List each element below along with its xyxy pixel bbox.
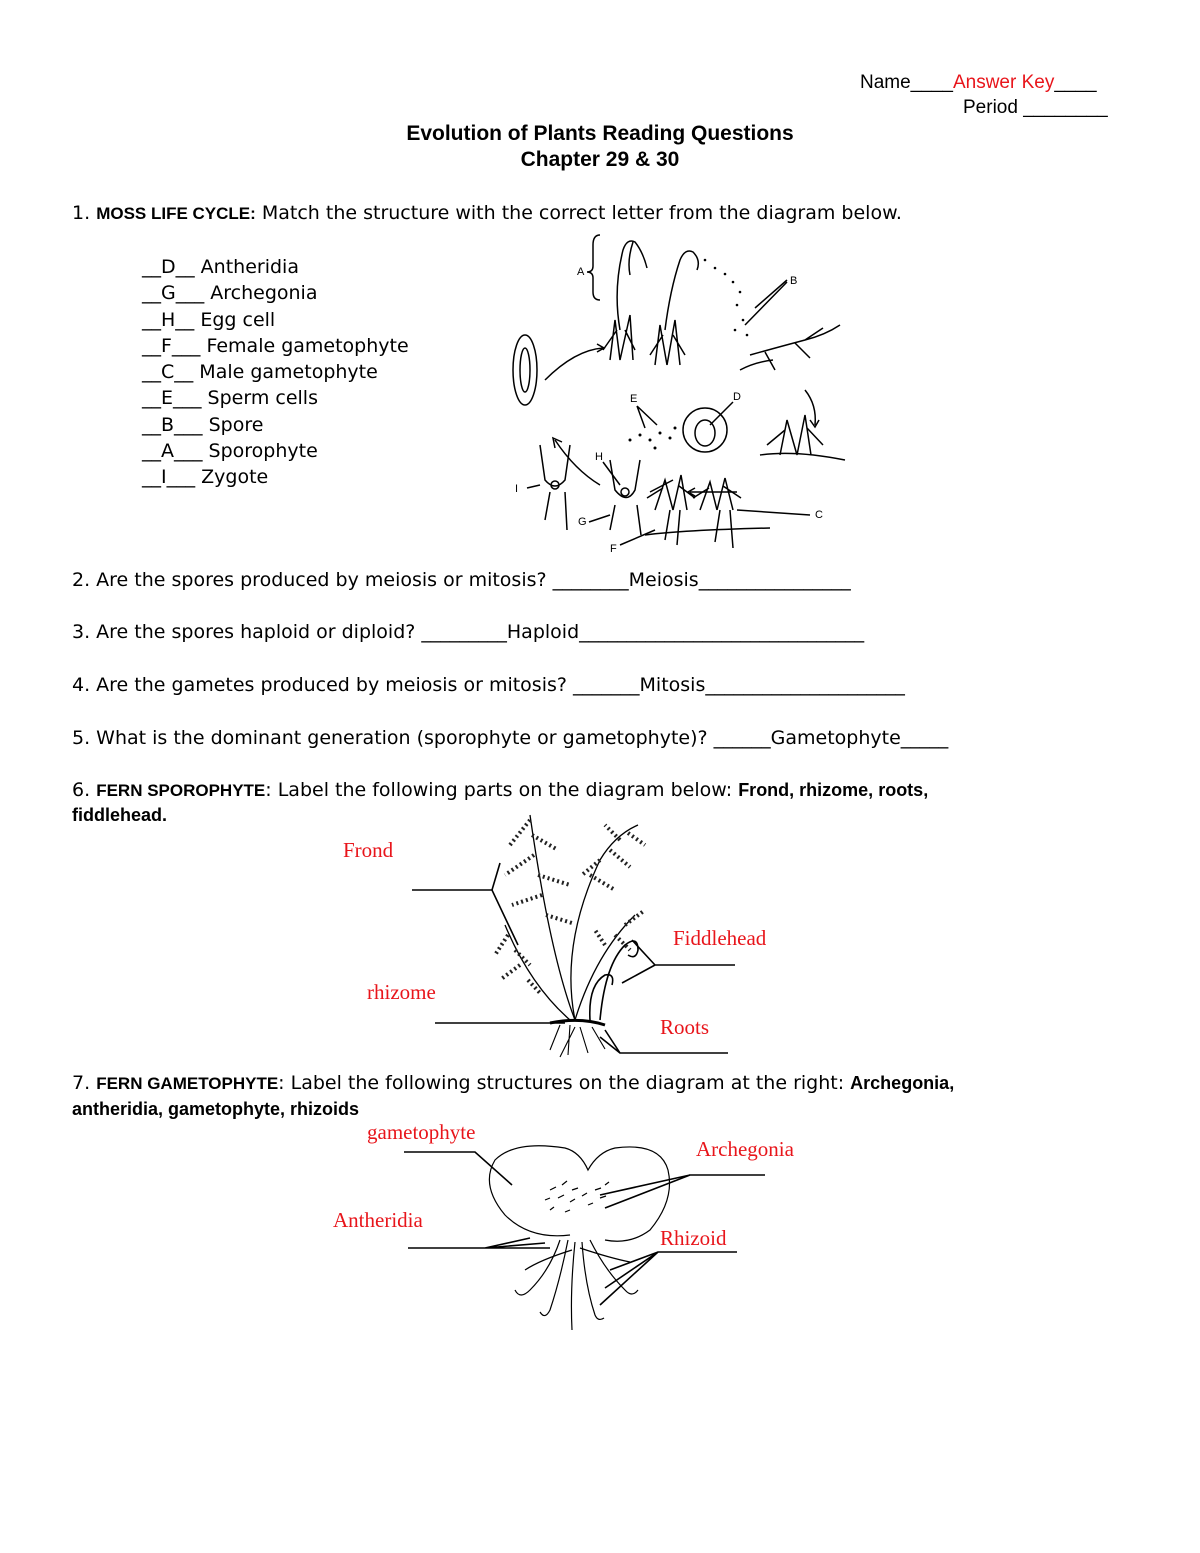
q1-heading: MOSS LIFE CYCLE: xyxy=(96,204,256,223)
q1-match-list xyxy=(142,254,409,491)
question-5 xyxy=(72,727,948,749)
q3-text: 3. Are the spores haploid or diploid? _________ xyxy=(72,621,507,643)
q2-trail: ________________ xyxy=(698,569,851,591)
q7-terms: Archegonia, xyxy=(850,1073,955,1093)
q6-terms: Frond, rhizome, roots, xyxy=(738,780,929,800)
name-line xyxy=(860,72,1097,94)
moss-life-cycle-diagram xyxy=(505,230,875,560)
q7-heading: FERN GAMETOPHYTE xyxy=(96,1074,279,1093)
period-line: Period ________ xyxy=(963,97,1108,118)
q5-answer: Gametophyte xyxy=(770,727,901,749)
label-archegonia: Archegonia xyxy=(696,1137,794,1161)
q7-number: 7. xyxy=(72,1072,91,1094)
q1-number: 1. xyxy=(72,202,91,224)
q6-number: 6. xyxy=(72,779,91,801)
letter-i: I xyxy=(515,483,519,495)
match-item: __F___ Female gametophyte xyxy=(142,334,409,357)
letter-f: F xyxy=(610,543,617,555)
match-item: __D__ Antheridia xyxy=(142,256,299,278)
q6-terms-line2 xyxy=(72,805,167,826)
q1-text: Match the structure with the correct letter from the diagram below. xyxy=(261,202,902,224)
question-6 xyxy=(72,779,928,801)
letter-d: D xyxy=(733,391,741,403)
question-3 xyxy=(72,621,864,643)
q7-terms-2: antheridia, gametophyte, rhizoids xyxy=(72,1099,360,1119)
letter-g: G xyxy=(578,516,587,528)
match-item: __C__ Male gametophyte xyxy=(142,361,378,384)
q2-answer: Meiosis xyxy=(628,569,699,591)
question-1 xyxy=(72,202,902,224)
question-7 xyxy=(72,1072,954,1094)
match-item: __H__ Egg cell xyxy=(142,308,276,331)
name-value: Answer Key xyxy=(952,72,1055,93)
label-fiddlehead: Fiddlehead xyxy=(673,926,767,950)
label-rhizoid: Rhizoid xyxy=(660,1226,727,1250)
letter-a: A xyxy=(577,266,585,278)
label-gametophyte: gametophyte xyxy=(367,1120,476,1144)
match-item: __G___ Archegonia xyxy=(142,282,318,305)
page-subtitle: Chapter 29 & 30 xyxy=(520,148,680,171)
name-trail: ____ xyxy=(1054,72,1097,93)
q3-trail: ______________________________ xyxy=(579,621,865,643)
q4-trail: _____________________ xyxy=(705,674,905,696)
match-item: __I___ Zygote xyxy=(142,466,269,489)
label-antheridia: Antheridia xyxy=(333,1208,423,1232)
match-item: __A___ Sporophyte xyxy=(142,440,318,463)
q6-text: : Label the following parts on the diagram below: xyxy=(265,779,733,801)
q2-text: 2. Are the spores produced by meiosis or mitosis? ________ xyxy=(72,569,629,591)
match-item: __B___ Spore xyxy=(142,413,264,436)
q3-answer: Haploid xyxy=(506,621,580,643)
q7-text: : Label the following structures on the diagram at the right: xyxy=(278,1072,845,1094)
question-2 xyxy=(72,569,851,591)
q4-text: 4. Are the gametes produced by meiosis or mitosis? _______ xyxy=(72,674,640,696)
q5-text: 5. What is the dominant generation (sporophyte or gametophyte)? ______ xyxy=(72,727,771,749)
q5-trail: _____ xyxy=(900,727,949,749)
q6-terms-2: fiddlehead. xyxy=(72,805,168,825)
q4-answer: Mitosis xyxy=(639,674,706,696)
label-rhizome: rhizome xyxy=(367,980,436,1004)
letter-e: E xyxy=(630,393,638,405)
q6-heading: FERN SPOROPHYTE xyxy=(96,781,266,800)
match-item: __E___ Sperm cells xyxy=(142,387,318,410)
label-roots: Roots xyxy=(660,1015,710,1039)
page-title: Evolution of Plants Reading Questions xyxy=(406,122,794,145)
name-label: Name____ xyxy=(860,72,953,93)
letter-b: B xyxy=(790,275,798,287)
letter-h: H xyxy=(595,451,603,463)
label-frond: Frond xyxy=(343,838,394,862)
question-4 xyxy=(72,674,905,696)
q7-terms-line2 xyxy=(72,1099,359,1120)
letter-c: C xyxy=(815,509,823,521)
